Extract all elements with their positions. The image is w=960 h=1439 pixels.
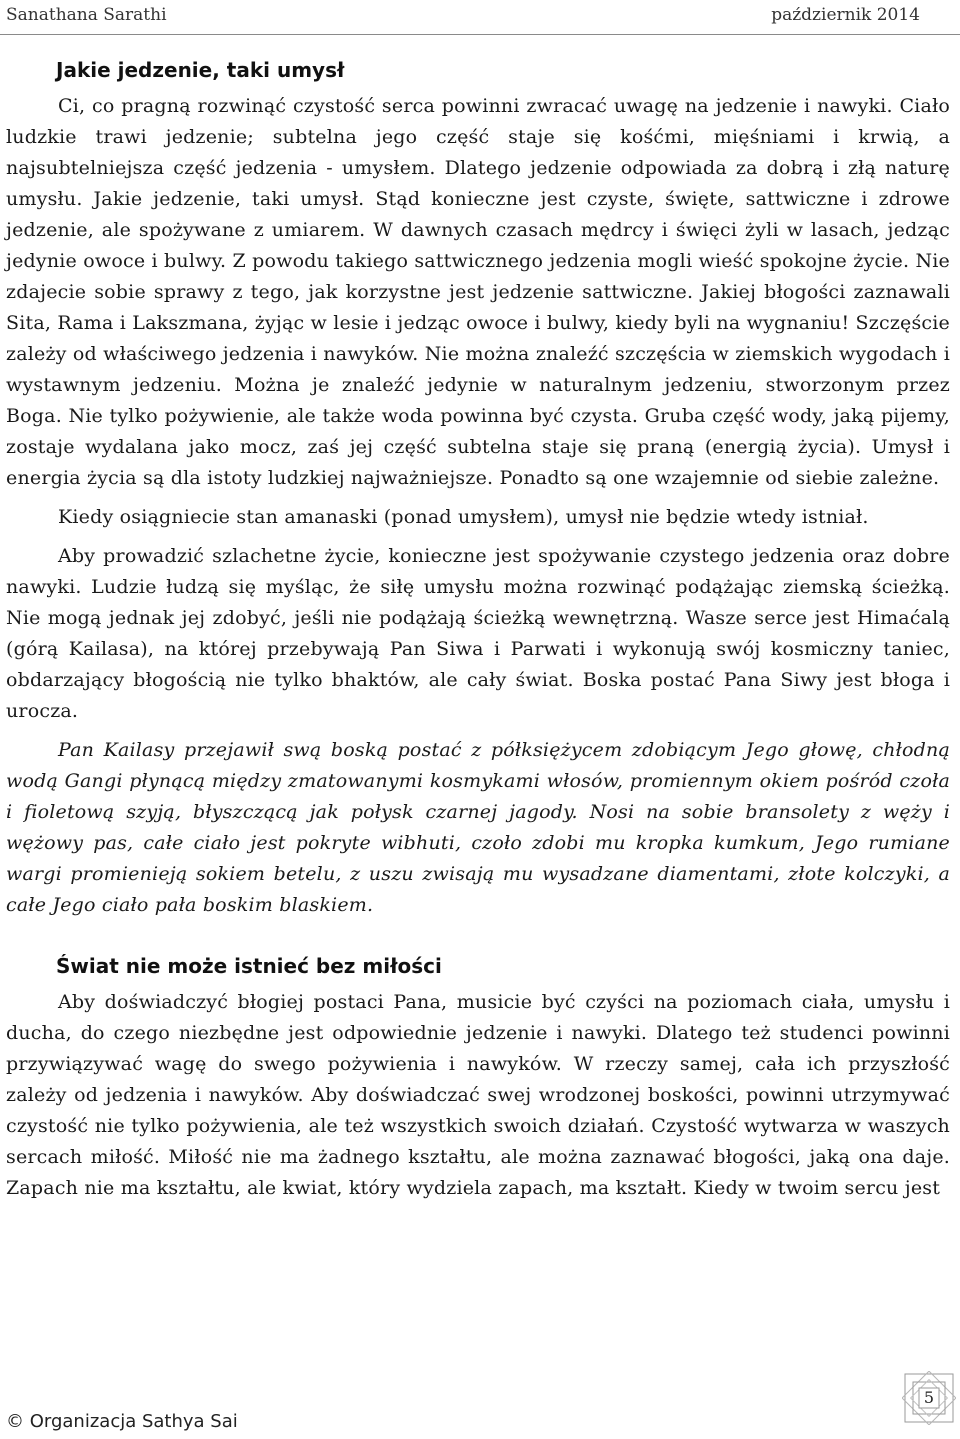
article-body bbox=[6, 55, 950, 1212]
running-header bbox=[0, 0, 960, 35]
quote-kailasa: Pan Kailasy przejawił swą boską postać z półksiężycem zdobiącym Jego głowę, chłodną wodą Gangi płynącą między zmatowanymi kosmykami włosów, promiennym okiem pośród czoła i fioletową szyją, błyszczącą jak połysk czarnej jagody. Nosi na sobie bransolety z węży i wężowy pas, całe ciało jest pokryte wibhuti, czoło zdobi mu kropka kumkum, Jego rumiane wargi promienieją sokiem betelu, z uszu zwisają mu wysadzane diamentami, złote kolczyki, a całe Jego ciało pała boskim blaskiem. bbox=[6, 739, 950, 916]
paragraph-food-mind: Ci, co pragną rozwinąć czystość serca powinni zwracać uwagę na jedzenie i nawyki. Ciało ludzkie trawi jedzenie; subtelna jego część staje się kośćmi, mięśniami i krwią, a najsubtelniejsza część jedzenia - umysłem. Dlatego jedzenie odpowiada za dobrą i złą naturę umysłu. Jakie jedzenie, taki umysł. Stąd konieczne jest czyste, święte, sattwiczne i zdrowe jedzenie, ale spożywane z umiarem. W dawnych czasach mędrcy i święci żyli w lasach, jedząc jedynie owoce i bulwy. Z powodu takiego sattwicznego jedzenia mogli wieść spokojne życie. Nie zdajecie sobie sprawy z tego, jak korzystne jest jedzenie sattwiczne. Jakiej błogości zaznawali Sita, Rama i Lakszmana, żyjąc w lesie i jedząc owoce i bulwy, kiedy byli na wygnaniu! Szczęście zależy od właściwego jedzenia i nawyków. Nie można znaleźć szczęścia w ziemskich wygodach i wystawnym jedzeniu. Można je znaleźć jedynie w naturalnym jedzeniu, stworzonym przez Boga. Nie tylko pożywienie, ale także woda powinna być czysta. Gruba część wody, jaką pijemy, zostaje wydalana jako mocz, zaś jej część subtelna staje się praną (energią życia). Umysł i energia życia są dla istoty ludzkiej najważniejsze. Ponadto są one wzajemnie od siebie zależne. bbox=[6, 95, 950, 489]
page-footer bbox=[0, 1405, 960, 1439]
paragraph-amanaski: Kiedy osiągniecie stan amanaski (ponad umysłem), umysł nie będzie wtedy istniał. bbox=[58, 506, 869, 528]
paragraph-noble-life: Aby prowadzić szlachetne życie, konieczne jest spożywanie czystego jedzenia oraz dobre nawyki. Ludzie łudzą się myśląc, że siłę umysłu można rozwinąć podążając ziemską ścieżką. Nie mogą jednak jej zdobyć, jeśli nie podążają ścieżką wewnętrzną. Wasze serce jest Himaćalą (górą Kailasa), na której przebywają Pan Siwa i Parwati i wykonują swój kosmiczny taniec, obdarzający błogością nie tylko bhaktów, ale cały świat. Boska postać Pana Siwy jest błoga i urocza. bbox=[6, 545, 950, 722]
publication-title: Sanathana Sarathi bbox=[6, 5, 167, 25]
page-number: 5 bbox=[923, 1388, 935, 1407]
section-heading-love: Świat nie może istnieć bez miłości bbox=[56, 954, 442, 978]
issue-date: październik 2014 bbox=[771, 5, 920, 25]
section-spacer bbox=[6, 929, 950, 951]
section-heading-food-mind: Jakie jedzenie, taki umysł bbox=[56, 58, 345, 82]
page-number-badge bbox=[902, 1371, 956, 1425]
paragraph-love: Aby doświadczyć błogiej postaci Pana, musicie być czyści na poziomach ciała, umysłu i ducha, do czego niezbędne jest odpowiednie jedzenie i nawyki. Dlatego też studenci powinni przywiązywać wagę do swego pożywienia i nawyków. W rzeczy samej, cała ich przyszłość zależy od jedzenia i nawyków. Aby doświadczać swej wrodzonej boskości, powinni utrzymywać czystość nie tylko pożywienia, ale też wszystkich swoich działań. Czystość wytwarza w waszych sercach miłość. Miłość nie ma żadnego kształtu, ale można zaznawać błogości, jaką ona daje. Zapach nie ma kształtu, ale kwiat, który wydziela zapach, ma kształt. Kiedy w twoim sercu jest bbox=[6, 991, 950, 1199]
copyright-notice: © Organizacja Sathya Sai bbox=[6, 1411, 238, 1432]
